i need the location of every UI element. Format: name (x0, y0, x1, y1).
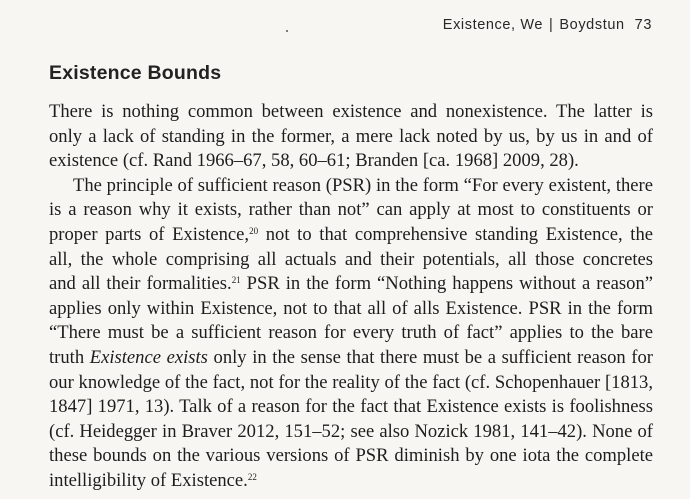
text-run: proper parts of Existence, (49, 223, 250, 245)
text-line (49, 100, 653, 125)
text-run: all, the whole comprising all actuals and their potentials, all those concretes (49, 248, 653, 270)
text-run: applies only within Existence, not to that all of alls Existence. PSR in the form (49, 297, 653, 319)
text-line (49, 198, 653, 223)
text-line (49, 444, 653, 469)
text-run: these bounds on the various versions of PSR diminish by one iota the complete (49, 445, 653, 467)
running-head (443, 17, 652, 33)
footnote-marker: 22 (247, 471, 257, 482)
text-line (49, 272, 653, 297)
running-head-separator: | (549, 17, 554, 33)
body-text (49, 100, 653, 494)
text-line (49, 248, 653, 273)
italic-phrase: Existence exists (89, 346, 208, 368)
text-run: our knowledge of the fact, not for the reality of the fact (cf. Schopenhauer [1813, (49, 371, 653, 393)
text-run: truth (49, 346, 90, 368)
text-run: “There must be a sufficient reason for every truth of fact” applies to the bare (49, 322, 653, 344)
text-line (49, 346, 653, 371)
text-run: only a lack of standing in the former, a mere lack noted by us, by us in and of (49, 125, 653, 147)
text-run: The principle of sufficient reason (PSR) in the form “For every existent, there (73, 174, 653, 196)
running-head-author: Boydstun (559, 17, 625, 33)
running-head-title: Existence, We (442, 17, 544, 33)
page-number: 73 (634, 17, 652, 33)
text-run: and all their formalities. (49, 273, 232, 295)
text-line (49, 297, 653, 322)
footnote-marker: 21 (231, 275, 241, 286)
paragraph (49, 100, 653, 174)
text-line (49, 125, 653, 150)
text-line (49, 395, 653, 420)
text-line (49, 149, 653, 174)
footnote-marker: 20 (249, 225, 259, 236)
text-run: intelligibility of Existence. (49, 469, 248, 491)
text-run: existence (cf. Rand 1966–67, 58, 60–61; Branden [ca. 1968] 2009, 28). (49, 150, 579, 172)
paragraph (49, 174, 653, 494)
text-run: is a reason why it exists, rather than not” can apply at most to constituents or (49, 199, 653, 221)
text-line (49, 223, 653, 248)
text-line (49, 420, 653, 445)
text-run: PSR in the form “Nothing happens without a reason” (240, 273, 653, 295)
text-run: (cf. Heidegger in Braver 2012, 151–52; see also Nozick 1981, 141–42). None of (49, 420, 653, 442)
text-run: not to that comprehensive standing Existence, the (258, 223, 653, 245)
text-line (49, 469, 653, 494)
text-line (49, 174, 653, 199)
text-run: only in the sense that there must be a sufficient reason for (207, 346, 653, 368)
scan-speck (286, 30, 288, 32)
section-title: Existence Bounds (49, 62, 222, 84)
text-run: 1847] 1971, 13). Talk of a reason for the fact that Existence exists is foolishness (49, 396, 653, 418)
text-line (49, 321, 653, 346)
text-run: There is nothing common between existence and nonexistence. The latter is (49, 101, 653, 122)
text-line (49, 371, 653, 396)
